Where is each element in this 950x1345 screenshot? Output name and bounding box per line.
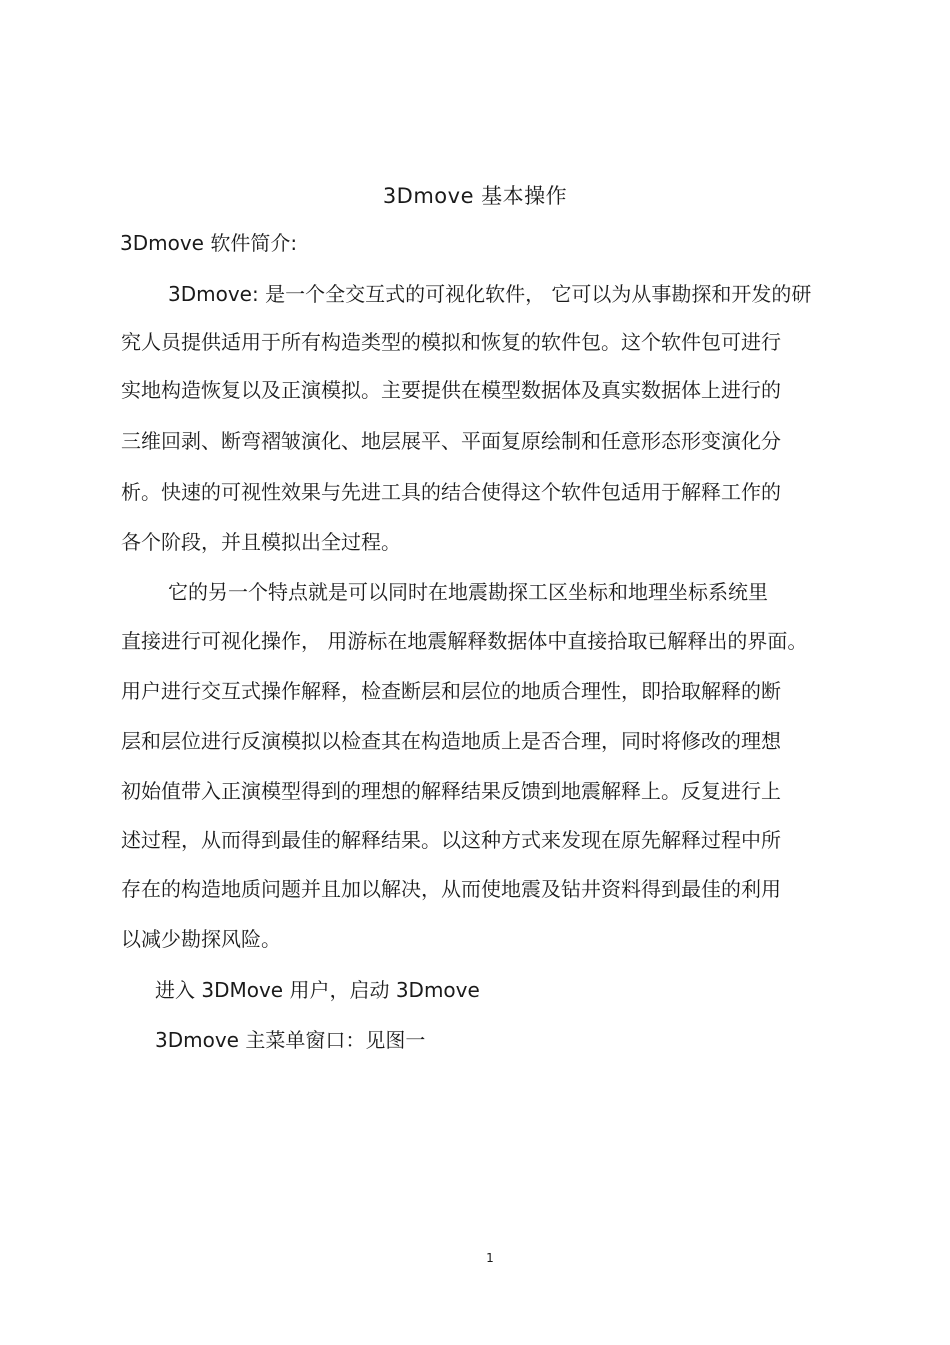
paragraph2-line: 它的另一个特点就是可以同时在地震勘探工区坐标和地理坐标系统里 (168, 580, 768, 604)
paragraph1-line: 究人员提供适用于所有构造类型的模拟和恢复的软件包。这个软件包可进行 (121, 330, 781, 354)
paragraph2-line: 层和层位进行反演模拟以检查其在构造地质上是否合理，同时将修改的理想 (121, 729, 781, 753)
page-number: 1 (486, 1251, 494, 1265)
paragraph2-line: 以减少勘探风险。 (121, 927, 281, 951)
paragraph2-line: 直接进行可视化操作， 用游标在地震解释数据体中直接拾取已解释出的界面。 (121, 629, 808, 653)
document-title: 3Dmove 基本操作 (382, 184, 568, 208)
step-main-menu: 3Dmove 主菜单窗口：见图一 (155, 1028, 426, 1052)
intro-heading: 3Dmove 软件简介: (120, 231, 298, 255)
paragraph2-line: 初始值带入正演模型得到的理想的解释结果反馈到地震解释上。反复进行上 (121, 779, 781, 803)
paragraph2-line: 述过程，从而得到最佳的解释结果。以这种方式来发现在原先解释过程中所 (121, 828, 781, 852)
paragraph2-line: 存在的构造地质问题并且加以解决，从而使地震及钻井资料得到最佳的利用 (121, 877, 781, 901)
paragraph1-line: 各个阶段，并且模拟出全过程。 (121, 530, 401, 554)
paragraph2-line: 用户进行交互式操作解释，检查断层和层位的地质合理性，即拾取解释的断 (121, 679, 781, 703)
paragraph1-line: 3Dmove: 是一个全交互式的可视化软件， 它可以为从事勘探和开发的研 (168, 282, 812, 306)
paragraph1-line: 实地构造恢复以及正演模拟。主要提供在模型数据体及真实数据体上进行的 (121, 378, 781, 402)
step-launch: 进入 3DMove 用户，启动 3Dmove (155, 978, 480, 1002)
paragraph1-line: 三维回剥、断弯褶皱演化、地层展平、平面复原绘制和任意形态形变演化分 (121, 429, 781, 453)
paragraph1-line: 析。快速的可视性效果与先进工具的结合使得这个软件包适用于解释工作的 (121, 480, 781, 504)
